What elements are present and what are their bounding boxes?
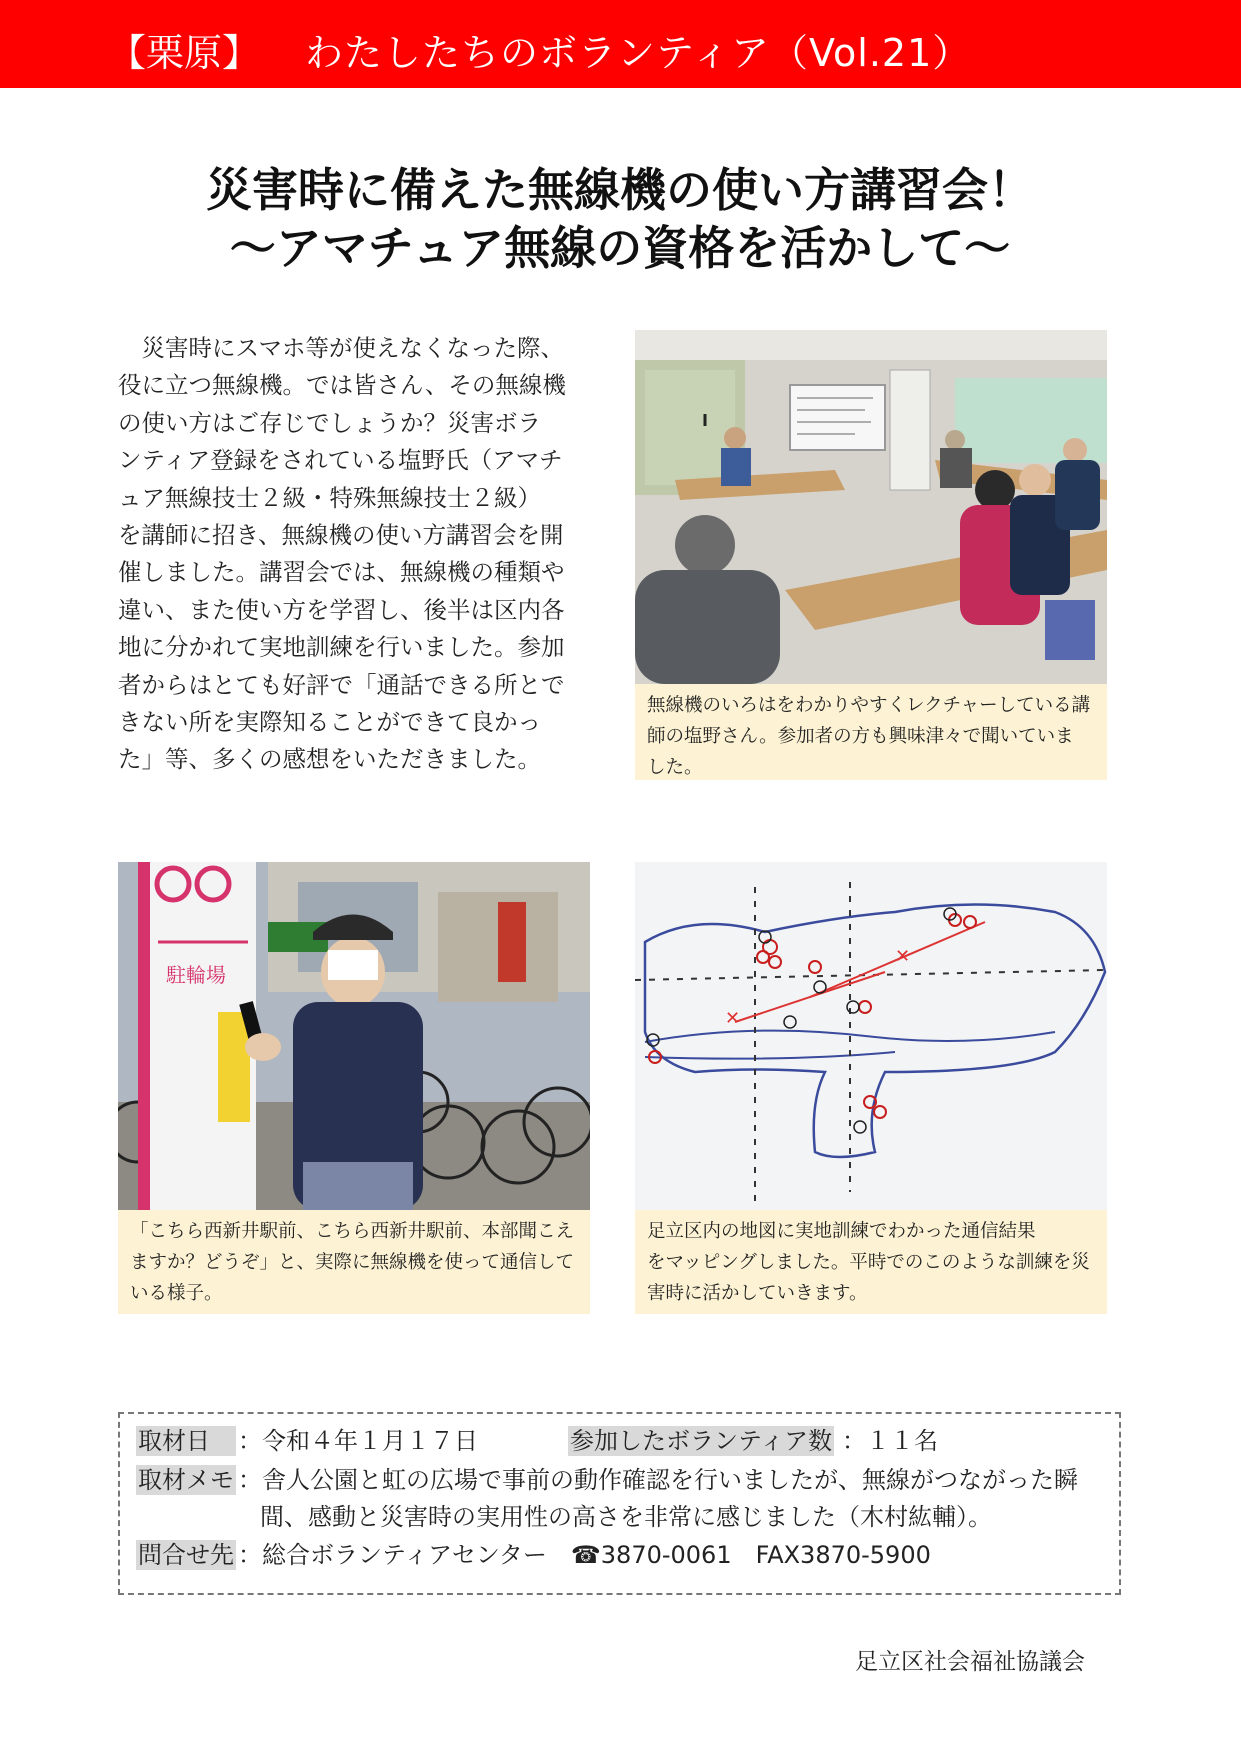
headline-main: 災害時に備えた無線機の使い方講習会！ [206,163,1034,217]
article-line: 災害時にスマホ等が使えなくなった際、 [118,334,565,362]
article-line: 催しました。講習会では、無線機の種類や [118,558,565,587]
contact-label: 問合せ先 [138,1541,234,1569]
caption-line: した。 [647,757,703,778]
article-line: きない所を実際知ることができて良かっ [118,708,541,737]
parking-sign-text: 駐輪場 [166,963,226,987]
map-photo [635,862,1107,1210]
volunteer-count-label: 参加したボランティア数 [570,1427,833,1455]
caption-line: いる様子。 [130,1283,223,1304]
caption-line: 害時に活かしていきます。 [647,1283,868,1304]
header-title: わたしたちのボランティア（Vol.21） [305,31,972,75]
caption-line: 師の塩野さん。参加者の方も興味津々で聞いていま [647,726,1074,747]
caption-line: 「こちら西新井駅前、こちら西新井駅前、本部聞こえ [130,1221,575,1242]
organization-name: 足立区社会福祉協議会 [855,1649,1085,1675]
station-caption [118,1210,590,1314]
header-tag: 【栗原】 [108,31,261,75]
memo-label: 取材メモ [138,1466,234,1494]
date-label: 取材日 [136,1426,236,1456]
article-line: を講師に招き、無線機の使い方講習会を開 [118,521,564,550]
article-line: ュア無線技士２級・特殊無線技士２級） [118,483,541,512]
caption-line: 足立区内の地図に実地訓練でわかった通信結果 [647,1221,1036,1242]
article-line: ンティア登録をされている塩野氏（アマチ [118,446,563,475]
svg-text:✕: ✕ [895,946,911,967]
caption-line: ますか？どうぞ」と、実際に無線機を使って通信して [130,1252,575,1273]
map-caption [635,1210,1107,1314]
classroom-photo [635,330,1107,684]
article-line: 違い、また使い方を学習し、後半は区内各 [118,595,565,624]
memo-line-1: ：舎人公園と虹の広場で事前の動作確認を行いましたが、無線がつながった瞬 [238,1466,1078,1494]
svg-text:✕: ✕ [725,1008,741,1029]
article-line: の使い方はご存じでしょうか？災害ボラ [118,408,541,437]
date-value: ：令和４年１月１７日 [238,1427,478,1455]
header-banner [0,0,1241,88]
info-box [118,1412,1121,1595]
article-line: 役に立つ無線機。では皆さん、その無線機 [118,371,566,400]
memo-line-2: 間、感動と災害時の実用性の高さを非常に感じました（木村紘輔）。 [260,1503,992,1531]
contact-value: ：総合ボランティアセンター ☎3870-0061 FAX3870-5900 [238,1541,931,1569]
article-body [118,330,596,779]
volunteer-count-value: ：１１名 [842,1427,938,1455]
article-line: 者からはとても好評で「通話できる所とで [118,670,565,699]
classroom-caption [635,684,1107,780]
caption-line: 無線機のいろはをわかりやすくレクチャーしている講 [647,695,1091,716]
article-line: た」等、多くの感想をいただきました。 [118,745,541,774]
caption-line: をマッピングしました。平時でのこのような訓練を災 [647,1252,1090,1273]
headline-sub: ～アマチュア無線の資格を活かして～ [229,221,1011,275]
station-photo [118,862,590,1210]
article-line: 地に分かれて実地訓練を行いました。参加 [118,633,565,662]
